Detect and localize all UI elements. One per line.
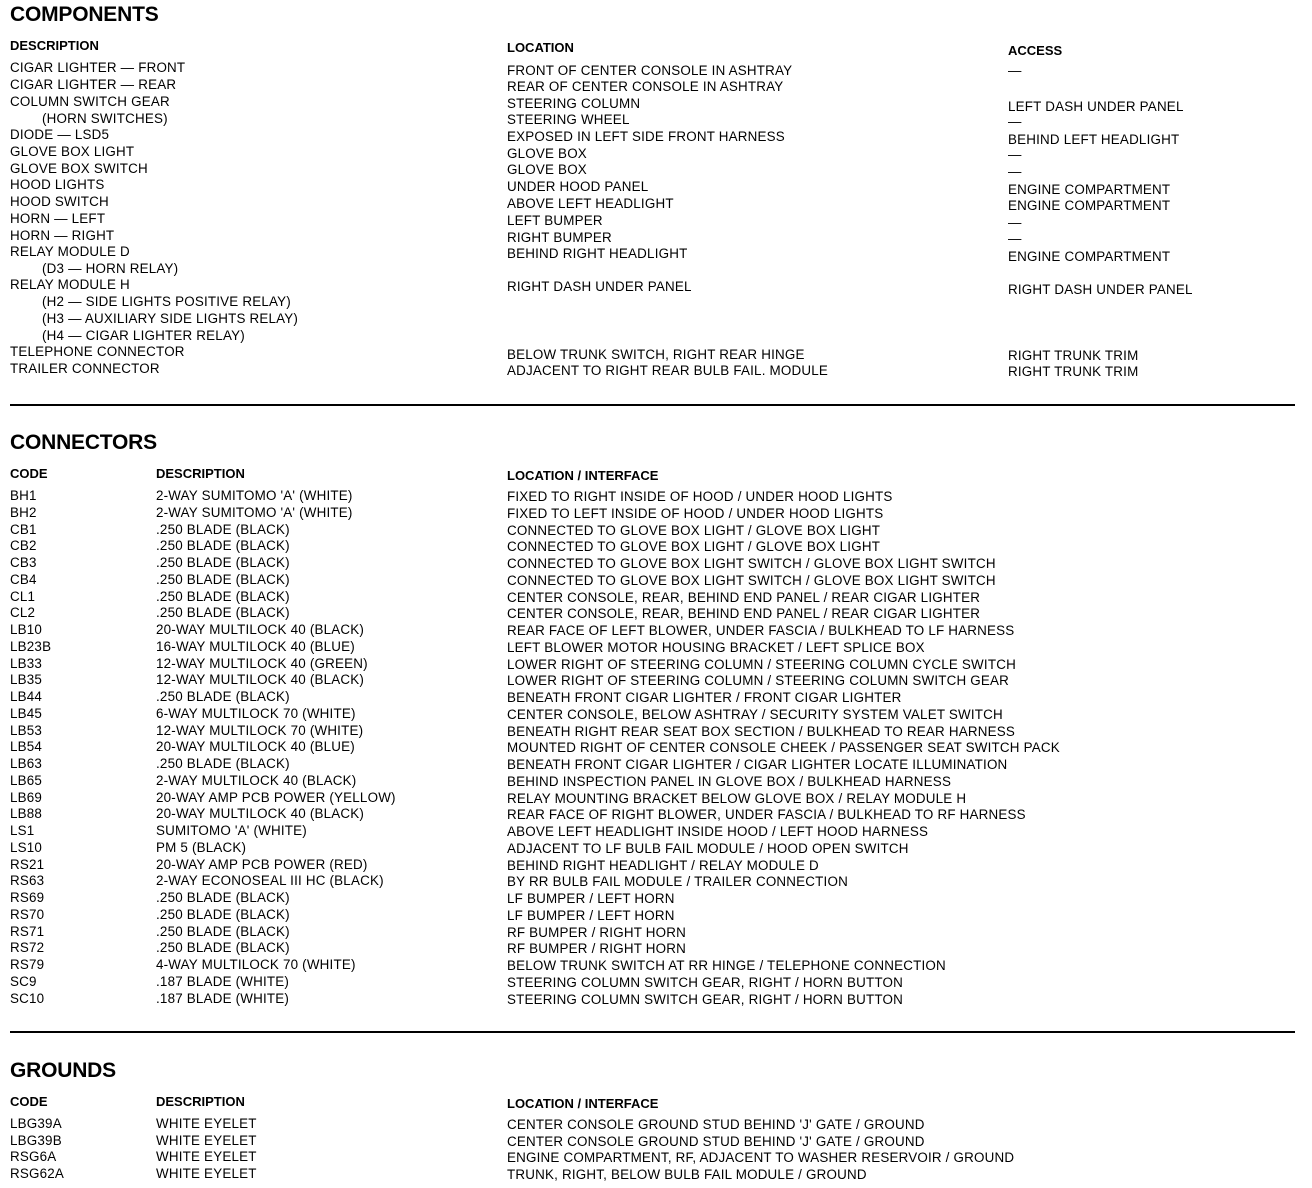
connector-row-code: RS21 bbox=[10, 856, 45, 872]
component-location: LEFT BUMPER bbox=[507, 213, 603, 228]
grounds-description-header: DESCRIPTION bbox=[156, 1094, 245, 1109]
component-description: DIODE — LSD5 bbox=[10, 127, 110, 142]
ground-row-description: WHITE EYELET bbox=[156, 1116, 257, 1131]
connector-row-location: MOUNTED RIGHT OF CENTER CONSOLE CHEEK / PASSENGER SEAT SWITCH PACK bbox=[507, 740, 1060, 756]
connector-row-code: CB3 bbox=[10, 555, 37, 570]
component-location: FRONT OF CENTER CONSOLE IN ASHTRAY bbox=[507, 63, 793, 78]
ground-row-description: WHITE EYELET bbox=[156, 1132, 257, 1148]
ground-row-code: RSG62A bbox=[10, 1166, 65, 1182]
component-location: RIGHT DASH UNDER PANEL bbox=[507, 279, 692, 294]
connector-row-location: REAR FACE OF RIGHT BLOWER, UNDER FASCIA / BULKHEAD TO RF HARNESS bbox=[507, 807, 1026, 823]
component-access: LEFT DASH UNDER PANEL bbox=[1008, 99, 1184, 114]
component-description: TELEPHONE CONNECTOR bbox=[10, 344, 185, 359]
connector-row-code: LB54 bbox=[10, 739, 43, 755]
connector-row-code: BH2 bbox=[10, 504, 37, 520]
connector-row-location: FIXED TO LEFT INSIDE OF HOOD / UNDER HOOD LIGHTS bbox=[507, 505, 884, 521]
component-description: HORN — LEFT bbox=[10, 211, 106, 226]
connector-row-location: BENEATH RIGHT REAR SEAT BOX SECTION / BULKHEAD TO REAR HARNESS bbox=[507, 723, 1015, 739]
component-access: — bbox=[1008, 114, 1022, 129]
grounds-code-header: CODE bbox=[10, 1094, 48, 1109]
component-access: — bbox=[1008, 215, 1022, 230]
connector-row-description: 12-WAY MULTILOCK 40 (BLACK) bbox=[156, 672, 365, 688]
connector-row-description: .250 BLADE (BLACK) bbox=[156, 588, 290, 604]
component-description: (D3 — HORN RELAY) bbox=[42, 261, 179, 276]
component-description: (H3 — AUXILIARY SIDE LIGHTS RELAY) bbox=[42, 311, 299, 326]
component-description: HOOD SWITCH bbox=[10, 194, 109, 209]
connectors-code-header: CODE bbox=[10, 466, 48, 481]
connector-row-location: CONNECTED TO GLOVE BOX LIGHT / GLOVE BOX LIGHT bbox=[507, 522, 881, 538]
section-divider bbox=[10, 1031, 1295, 1033]
connector-row-location: REAR FACE OF LEFT BLOWER, UNDER FASCIA / BULKHEAD TO LF HARNESS bbox=[507, 623, 1015, 638]
connectors-description-header: DESCRIPTION bbox=[156, 466, 245, 481]
connectors-title: CONNECTORS bbox=[10, 431, 157, 454]
connector-row-location: CONNECTED TO GLOVE BOX LIGHT / GLOVE BOX LIGHT bbox=[507, 539, 881, 555]
component-access: — bbox=[1008, 63, 1022, 78]
connector-row-code: SC9 bbox=[10, 973, 37, 989]
connector-row-description: 2-WAY MULTILOCK 40 (BLACK) bbox=[156, 772, 357, 788]
component-access: — bbox=[1008, 231, 1022, 246]
component-description: HOOD LIGHTS bbox=[10, 177, 105, 192]
connector-row-location: RF BUMPER / RIGHT HORN bbox=[507, 924, 686, 940]
connector-row-description: .250 BLADE (BLACK) bbox=[156, 689, 290, 704]
component-access: ENGINE COMPARTMENT bbox=[1008, 198, 1171, 213]
connector-row-description: 2-WAY SUMITOMO 'A' (WHITE) bbox=[156, 488, 353, 503]
connector-row-code: LB53 bbox=[10, 722, 43, 738]
connector-row-code: LB65 bbox=[10, 772, 43, 788]
connector-row-description: 20-WAY MULTILOCK 40 (BLACK) bbox=[156, 806, 365, 822]
connector-row-location: BELOW TRUNK SWITCH AT RR HINGE / TELEPHONE CONNECTION bbox=[507, 958, 946, 973]
ground-row-code: LBG39A bbox=[10, 1116, 62, 1131]
component-description: COLUMN SWITCH GEAR bbox=[10, 94, 170, 109]
connector-row-code: SC10 bbox=[10, 990, 45, 1006]
component-access: — bbox=[1008, 164, 1022, 179]
components-location-header: LOCATION bbox=[507, 40, 574, 55]
component-description: RELAY MODULE D bbox=[10, 244, 130, 259]
connector-row-location: STEERING COLUMN SWITCH GEAR, RIGHT / HORN BUTTON bbox=[507, 991, 903, 1007]
connector-row-description: SUMITOMO 'A' (WHITE) bbox=[156, 823, 307, 838]
section-divider bbox=[10, 404, 1295, 406]
component-description: TRAILER CONNECTOR bbox=[10, 361, 160, 376]
connector-row-description: .187 BLADE (WHITE) bbox=[156, 990, 290, 1006]
component-access: RIGHT TRUNK TRIM bbox=[1008, 348, 1139, 363]
component-description: RELAY MODULE H bbox=[10, 277, 130, 292]
connector-row-location: CONNECTED TO GLOVE BOX LIGHT SWITCH / GLOVE BOX LIGHT SWITCH bbox=[507, 556, 996, 571]
component-access: ENGINE COMPARTMENT bbox=[1008, 182, 1171, 197]
connector-row-location: BEHIND RIGHT HEADLIGHT / RELAY MODULE D bbox=[507, 857, 819, 873]
connector-row-description: .250 BLADE (BLACK) bbox=[156, 538, 290, 554]
component-location: BEHIND RIGHT HEADLIGHT bbox=[507, 246, 688, 261]
component-location: ADJACENT TO RIGHT REAR BULB FAIL. MODULE bbox=[507, 363, 829, 378]
connector-row-description: 12-WAY MULTILOCK 70 (WHITE) bbox=[156, 722, 364, 738]
connector-row-code: LB33 bbox=[10, 655, 43, 671]
connector-row-code: LB35 bbox=[10, 672, 43, 688]
ground-row-code: LBG39B bbox=[10, 1132, 62, 1148]
connector-row-location: CENTER CONSOLE, REAR, BEHIND END PANEL / REAR CIGAR LIGHTER bbox=[507, 606, 981, 622]
connector-row-description: .250 BLADE (BLACK) bbox=[156, 605, 290, 621]
component-access: — bbox=[1008, 147, 1022, 162]
connectors-location-header: LOCATION / INTERFACE bbox=[507, 468, 659, 483]
connector-row-location: BEHIND INSPECTION PANEL IN GLOVE BOX / BULKHEAD HARNESS bbox=[507, 773, 952, 789]
connector-row-location: LF BUMPER / LEFT HORN bbox=[507, 891, 675, 906]
connector-row-code: RS72 bbox=[10, 940, 45, 956]
connector-row-description: .250 BLADE (BLACK) bbox=[156, 940, 290, 956]
ground-row-description: WHITE EYELET bbox=[156, 1166, 257, 1182]
connector-row-location: LEFT BLOWER MOTOR HOUSING BRACKET / LEFT SPLICE BOX bbox=[507, 639, 925, 655]
component-description: GLOVE BOX LIGHT bbox=[10, 144, 135, 159]
component-access: ENGINE COMPARTMENT bbox=[1008, 249, 1171, 264]
connector-row-description: PM 5 (BLACK) bbox=[156, 839, 247, 855]
connector-row-location: ABOVE LEFT HEADLIGHT INSIDE HOOD / LEFT HOOD HARNESS bbox=[507, 824, 929, 839]
connector-row-description: 16-WAY MULTILOCK 40 (BLUE) bbox=[156, 638, 355, 654]
grounds-title: GROUNDS bbox=[10, 1059, 116, 1082]
connector-row-code: CL1 bbox=[10, 588, 36, 604]
connector-row-location: LOWER RIGHT OF STEERING COLUMN / STEERING COLUMN CYCLE SWITCH bbox=[507, 656, 1016, 672]
component-description: (HORN SWITCHES) bbox=[42, 111, 168, 126]
component-location: EXPOSED IN LEFT SIDE FRONT HARNESS bbox=[507, 129, 785, 144]
component-location: UNDER HOOD PANEL bbox=[507, 179, 649, 194]
ground-row-code: RSG6A bbox=[10, 1149, 57, 1165]
component-location: RIGHT BUMPER bbox=[507, 230, 612, 245]
connector-row-description: .250 BLADE (BLACK) bbox=[156, 571, 290, 587]
components-title: COMPONENTS bbox=[10, 3, 159, 26]
connector-row-description: .250 BLADE (BLACK) bbox=[156, 923, 290, 939]
connector-row-description: 4-WAY MULTILOCK 70 (WHITE) bbox=[156, 957, 356, 972]
component-location: STEERING WHEEL bbox=[507, 112, 630, 127]
component-location: GLOVE BOX bbox=[507, 162, 587, 177]
component-access: RIGHT TRUNK TRIM bbox=[1008, 364, 1139, 379]
connector-row-description: 20-WAY AMP PCB POWER (YELLOW) bbox=[156, 789, 396, 805]
connector-row-code: LB63 bbox=[10, 756, 43, 771]
ground-row-location: ENGINE COMPARTMENT, RF, ADJACENT TO WASHER RESERVOIR / GROUND bbox=[507, 1150, 1015, 1166]
connector-row-location: LF BUMPER / LEFT HORN bbox=[507, 907, 675, 923]
connector-row-location: CONNECTED TO GLOVE BOX LIGHT SWITCH / GLOVE BOX LIGHT SWITCH bbox=[507, 572, 996, 588]
connector-row-location: BENEATH FRONT CIGAR LIGHTER / CIGAR LIGHTER LOCATE ILLUMINATION bbox=[507, 757, 1008, 772]
connector-row-description: .250 BLADE (BLACK) bbox=[156, 521, 290, 537]
component-location: BELOW TRUNK SWITCH, RIGHT REAR HINGE bbox=[507, 347, 805, 362]
connector-row-description: .250 BLADE (BLACK) bbox=[156, 906, 290, 922]
connector-row-code: CB4 bbox=[10, 571, 37, 587]
connector-row-location: RELAY MOUNTING BRACKET BELOW GLOVE BOX / RELAY MODULE H bbox=[507, 790, 967, 806]
connector-row-description: 12-WAY MULTILOCK 40 (GREEN) bbox=[156, 655, 368, 671]
grounds-location-header: LOCATION / INTERFACE bbox=[507, 1096, 659, 1111]
connector-row-location: CENTER CONSOLE, REAR, BEHIND END PANEL / REAR CIGAR LIGHTER bbox=[507, 589, 981, 605]
connector-row-code: RS79 bbox=[10, 957, 45, 972]
connector-row-code: RS69 bbox=[10, 890, 45, 905]
component-description: GLOVE BOX SWITCH bbox=[10, 161, 148, 176]
connector-row-description: 6-WAY MULTILOCK 70 (WHITE) bbox=[156, 705, 356, 721]
ground-row-description: WHITE EYELET bbox=[156, 1149, 257, 1165]
connector-row-description: 2-WAY ECONOSEAL III HC (BLACK) bbox=[156, 873, 384, 889]
connector-row-location: ADJACENT TO LF BULB FAIL MODULE / HOOD OPEN SWITCH bbox=[507, 840, 909, 856]
component-access: RIGHT DASH UNDER PANEL bbox=[1008, 282, 1193, 297]
connector-row-location: CENTER CONSOLE, BELOW ASHTRAY / SECURITY SYSTEM VALET SWITCH bbox=[507, 706, 1003, 722]
component-location: ABOVE LEFT HEADLIGHT bbox=[507, 196, 674, 211]
connector-row-code: LS10 bbox=[10, 839, 43, 855]
connector-row-location: BY RR BULB FAIL MODULE / TRAILER CONNECTION bbox=[507, 874, 848, 890]
connector-row-description: 20-WAY MULTILOCK 40 (BLACK) bbox=[156, 622, 365, 637]
connector-row-description: .250 BLADE (BLACK) bbox=[156, 555, 290, 570]
connector-row-code: CB2 bbox=[10, 538, 37, 554]
connector-row-code: LB44 bbox=[10, 689, 43, 704]
component-location: STEERING COLUMN bbox=[507, 96, 641, 111]
connector-row-code: RS63 bbox=[10, 873, 45, 889]
component-description: (H4 — CIGAR LIGHTER RELAY) bbox=[42, 328, 245, 343]
connector-row-code: LB88 bbox=[10, 806, 43, 822]
connector-row-code: LB69 bbox=[10, 789, 43, 805]
component-description: HORN — RIGHT bbox=[10, 228, 115, 243]
connector-row-code: CB1 bbox=[10, 521, 37, 537]
components-access-header: ACCESS bbox=[1008, 43, 1063, 58]
ground-row-location: TRUNK, RIGHT, BELOW BULB FAIL MODULE / GROUND bbox=[507, 1167, 867, 1183]
connector-row-location: BENEATH FRONT CIGAR LIGHTER / FRONT CIGAR LIGHTER bbox=[507, 690, 902, 705]
connector-row-code: CL2 bbox=[10, 605, 36, 621]
connector-row-description: .187 BLADE (WHITE) bbox=[156, 973, 290, 989]
ground-row-location: CENTER CONSOLE GROUND STUD BEHIND 'J' GATE / GROUND bbox=[507, 1117, 925, 1132]
component-description: CIGAR LIGHTER — REAR bbox=[10, 77, 177, 92]
connector-row-description: 2-WAY SUMITOMO 'A' (WHITE) bbox=[156, 504, 353, 520]
connector-row-location: STEERING COLUMN SWITCH GEAR, RIGHT / HORN BUTTON bbox=[507, 974, 903, 990]
component-location: REAR OF CENTER CONSOLE IN ASHTRAY bbox=[507, 79, 784, 94]
component-description: (H2 — SIDE LIGHTS POSITIVE RELAY) bbox=[42, 294, 291, 309]
component-access: BEHIND LEFT HEADLIGHT bbox=[1008, 132, 1180, 147]
connector-row-description: 20-WAY MULTILOCK 40 (BLUE) bbox=[156, 739, 355, 755]
connector-row-code: LB45 bbox=[10, 705, 43, 721]
connector-row-location: LOWER RIGHT OF STEERING COLUMN / STEERING COLUMN SWITCH GEAR bbox=[507, 673, 1010, 689]
connector-row-description: 20-WAY AMP PCB POWER (RED) bbox=[156, 856, 368, 872]
connector-row-description: .250 BLADE (BLACK) bbox=[156, 756, 290, 771]
connector-row-description: .250 BLADE (BLACK) bbox=[156, 890, 290, 905]
component-location: GLOVE BOX bbox=[507, 146, 587, 161]
connector-row-code: LB23B bbox=[10, 638, 52, 654]
connector-row-code: LB10 bbox=[10, 622, 43, 637]
components-description-header: DESCRIPTION bbox=[10, 38, 99, 53]
connector-row-location: FIXED TO RIGHT INSIDE OF HOOD / UNDER HOOD LIGHTS bbox=[507, 489, 893, 504]
connector-row-code: RS70 bbox=[10, 906, 45, 922]
component-description: CIGAR LIGHTER — FRONT bbox=[10, 60, 186, 75]
connector-row-location: RF BUMPER / RIGHT HORN bbox=[507, 941, 686, 957]
ground-row-location: CENTER CONSOLE GROUND STUD BEHIND 'J' GATE / GROUND bbox=[507, 1133, 925, 1149]
connector-row-code: RS71 bbox=[10, 923, 45, 939]
connector-row-code: BH1 bbox=[10, 488, 37, 503]
connector-row-code: LS1 bbox=[10, 823, 35, 838]
